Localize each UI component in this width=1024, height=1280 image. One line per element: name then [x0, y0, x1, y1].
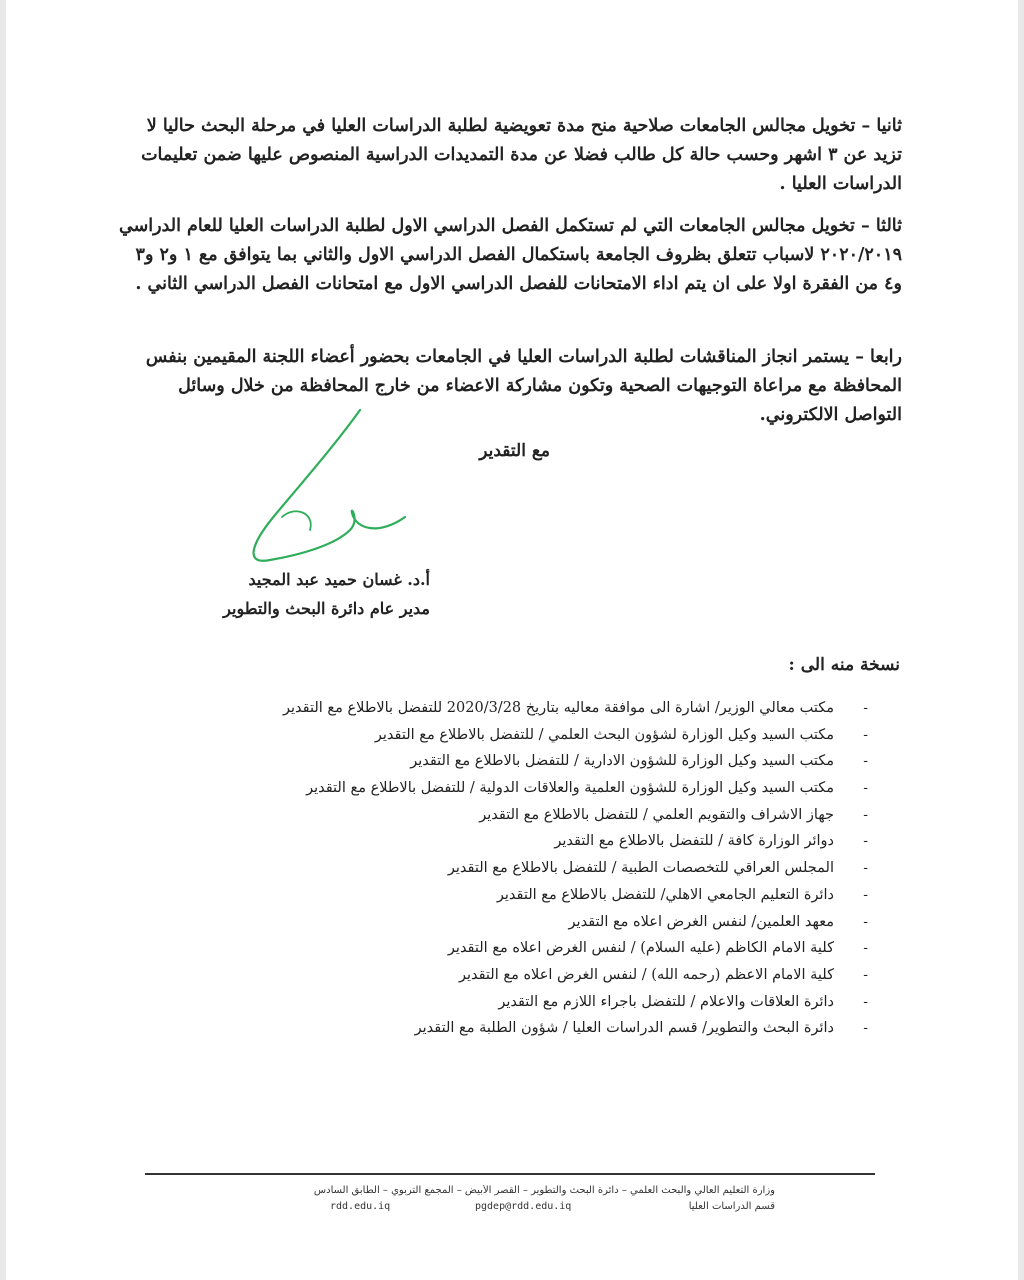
copies-heading: نسخة منه الى :	[788, 655, 900, 675]
footer-address: وزارة التعليم العالي والبحث العلمي – دائرة البحث والتطوير – القصر الأبيض – المجمع التربوي – الطابق السادس	[313, 1185, 775, 1196]
list-bullet: -	[863, 913, 868, 930]
list-item: - مكتب معالي الوزير/ اشارة الى موافقة معاليه بتاريخ 2020/3/28 للتفضل بالاطلاع مع التقدير	[230, 695, 870, 722]
list-bullet: -	[863, 833, 868, 850]
list-item: - معهد العلمين/ لنفس الغرض اعلاه مع التقدير	[230, 909, 870, 936]
list-bullet: -	[863, 860, 868, 877]
page-edge-right	[1018, 0, 1024, 1280]
list-bullet: -	[863, 886, 868, 903]
paragraph-fourth: رابعا – يستمر انجاز المناقشات لطلبة الدراسات العليا في الجامعات بحضور أعضاء اللجنة المقيمين بنفس المحافظة مع مراعاة التوجيهات الصحية وتكون مشاركة الاعضاء من خارج المحافظة من خلال وسائل التواصل الالكتروني.	[145, 347, 902, 425]
list-bullet: -	[863, 806, 868, 823]
paragraph-third: ثالثا – تخويل مجالس الجامعات التي لم تستكمل الفصل الدراسي الاول لطلبة الدراسات العليا للعام الدراسي ٢٠٢٠/٢٠١٩ لاسباب تتعلق بظروف الجامعة باستكمال الفصل الدراسي الاول والثاني بما يتوافق مع ١ و٢ و٣ و٤ من الفقرة اولا على ان يتم اداء الامتحانات للفصل الدراسي الاول مع امتحانات الفصل الدراسي الثاني .	[119, 216, 902, 294]
footer-divider	[145, 1173, 875, 1175]
list-item: - جهاز الاشراف والتقويم العلمي / للتفضل بالاطلاع مع التقدير	[230, 802, 870, 829]
list-item: - كلية الامام الكاظم (عليه السلام) / لنفس الغرض اعلاه مع التقدير	[230, 935, 870, 962]
list-bullet: -	[863, 726, 868, 743]
list-bullet: -	[863, 780, 868, 797]
list-item: - دائرة التعليم الجامعي الاهلي/ للتفضل بالاطلاع مع التقدير	[230, 882, 870, 909]
handwritten-signature	[240, 405, 420, 575]
list-item: - كلية الامام الاعظم (رحمه الله) / لنفس الغرض اعلاه مع التقدير	[230, 962, 870, 989]
footer-email: pgdep@rdd.edu.iq	[475, 1201, 572, 1212]
list-item: - مكتب السيد وكيل الوزارة لشؤون البحث العلمي / للتفضل بالاطلاع مع التقدير	[230, 722, 870, 749]
signatory-title: مدير عام دائرة البحث والتطوير	[223, 599, 430, 618]
list-item: - المجلس العراقي للتخصصات الطبية / للتفضل بالاطلاع مع التقدير	[230, 855, 870, 882]
list-item: - مكتب السيد وكيل الوزارة للشؤون الادارية / للتفضل بالاطلاع مع التقدير	[230, 748, 870, 775]
list-bullet: -	[863, 700, 868, 716]
paragraph-second: ثانيا – تخويل مجالس الجامعات صلاحية منح مدة تعويضية لطلبة الدراسات العليا في مرحلة البحث حاليا لا تزيد عن ٣ اشهر وحسب حالة كل طالب فضلا عن مدة التمديدات الدراسية المنصوص عليها ضمن تعليمات الدراسات العليا .	[141, 116, 902, 194]
list-bullet: -	[863, 993, 868, 1010]
signature-stroke-inner	[282, 511, 311, 530]
closing-regards: مع التقدير	[479, 441, 550, 461]
list-bullet: -	[863, 966, 868, 983]
list-item: - دائرة البحث والتطوير/ قسم الدراسات العليا / شؤون الطلبة مع التقدير	[230, 1015, 870, 1042]
page-edge-left	[0, 0, 6, 1280]
footer-website: rdd.edu.iq	[330, 1201, 391, 1212]
signature-stroke	[254, 410, 405, 561]
list-item: - دوائر الوزارة كافة / للتفضل بالاطلاع مع التقدير	[230, 828, 870, 855]
list-bullet: -	[863, 1020, 868, 1037]
signatory-name: أ.د. غسان حميد عبد المجيد	[248, 570, 430, 589]
footer-contact	[330, 1201, 775, 1212]
list-item: - مكتب السيد وكيل الوزارة للشؤون العلمية والعلاقات الدولية / للتفضل بالاطلاع مع التقدير	[230, 775, 870, 802]
list-item: - دائرة العلاقات والاعلام / للتفضل باجراء اللازم مع التقدير	[230, 989, 870, 1016]
list-bullet: -	[863, 753, 868, 770]
signatory-block	[180, 565, 430, 623]
list-bullet: -	[863, 940, 868, 957]
distribution-list	[230, 695, 870, 1042]
footer-department: قسم الدراسات العليا	[688, 1201, 775, 1212]
